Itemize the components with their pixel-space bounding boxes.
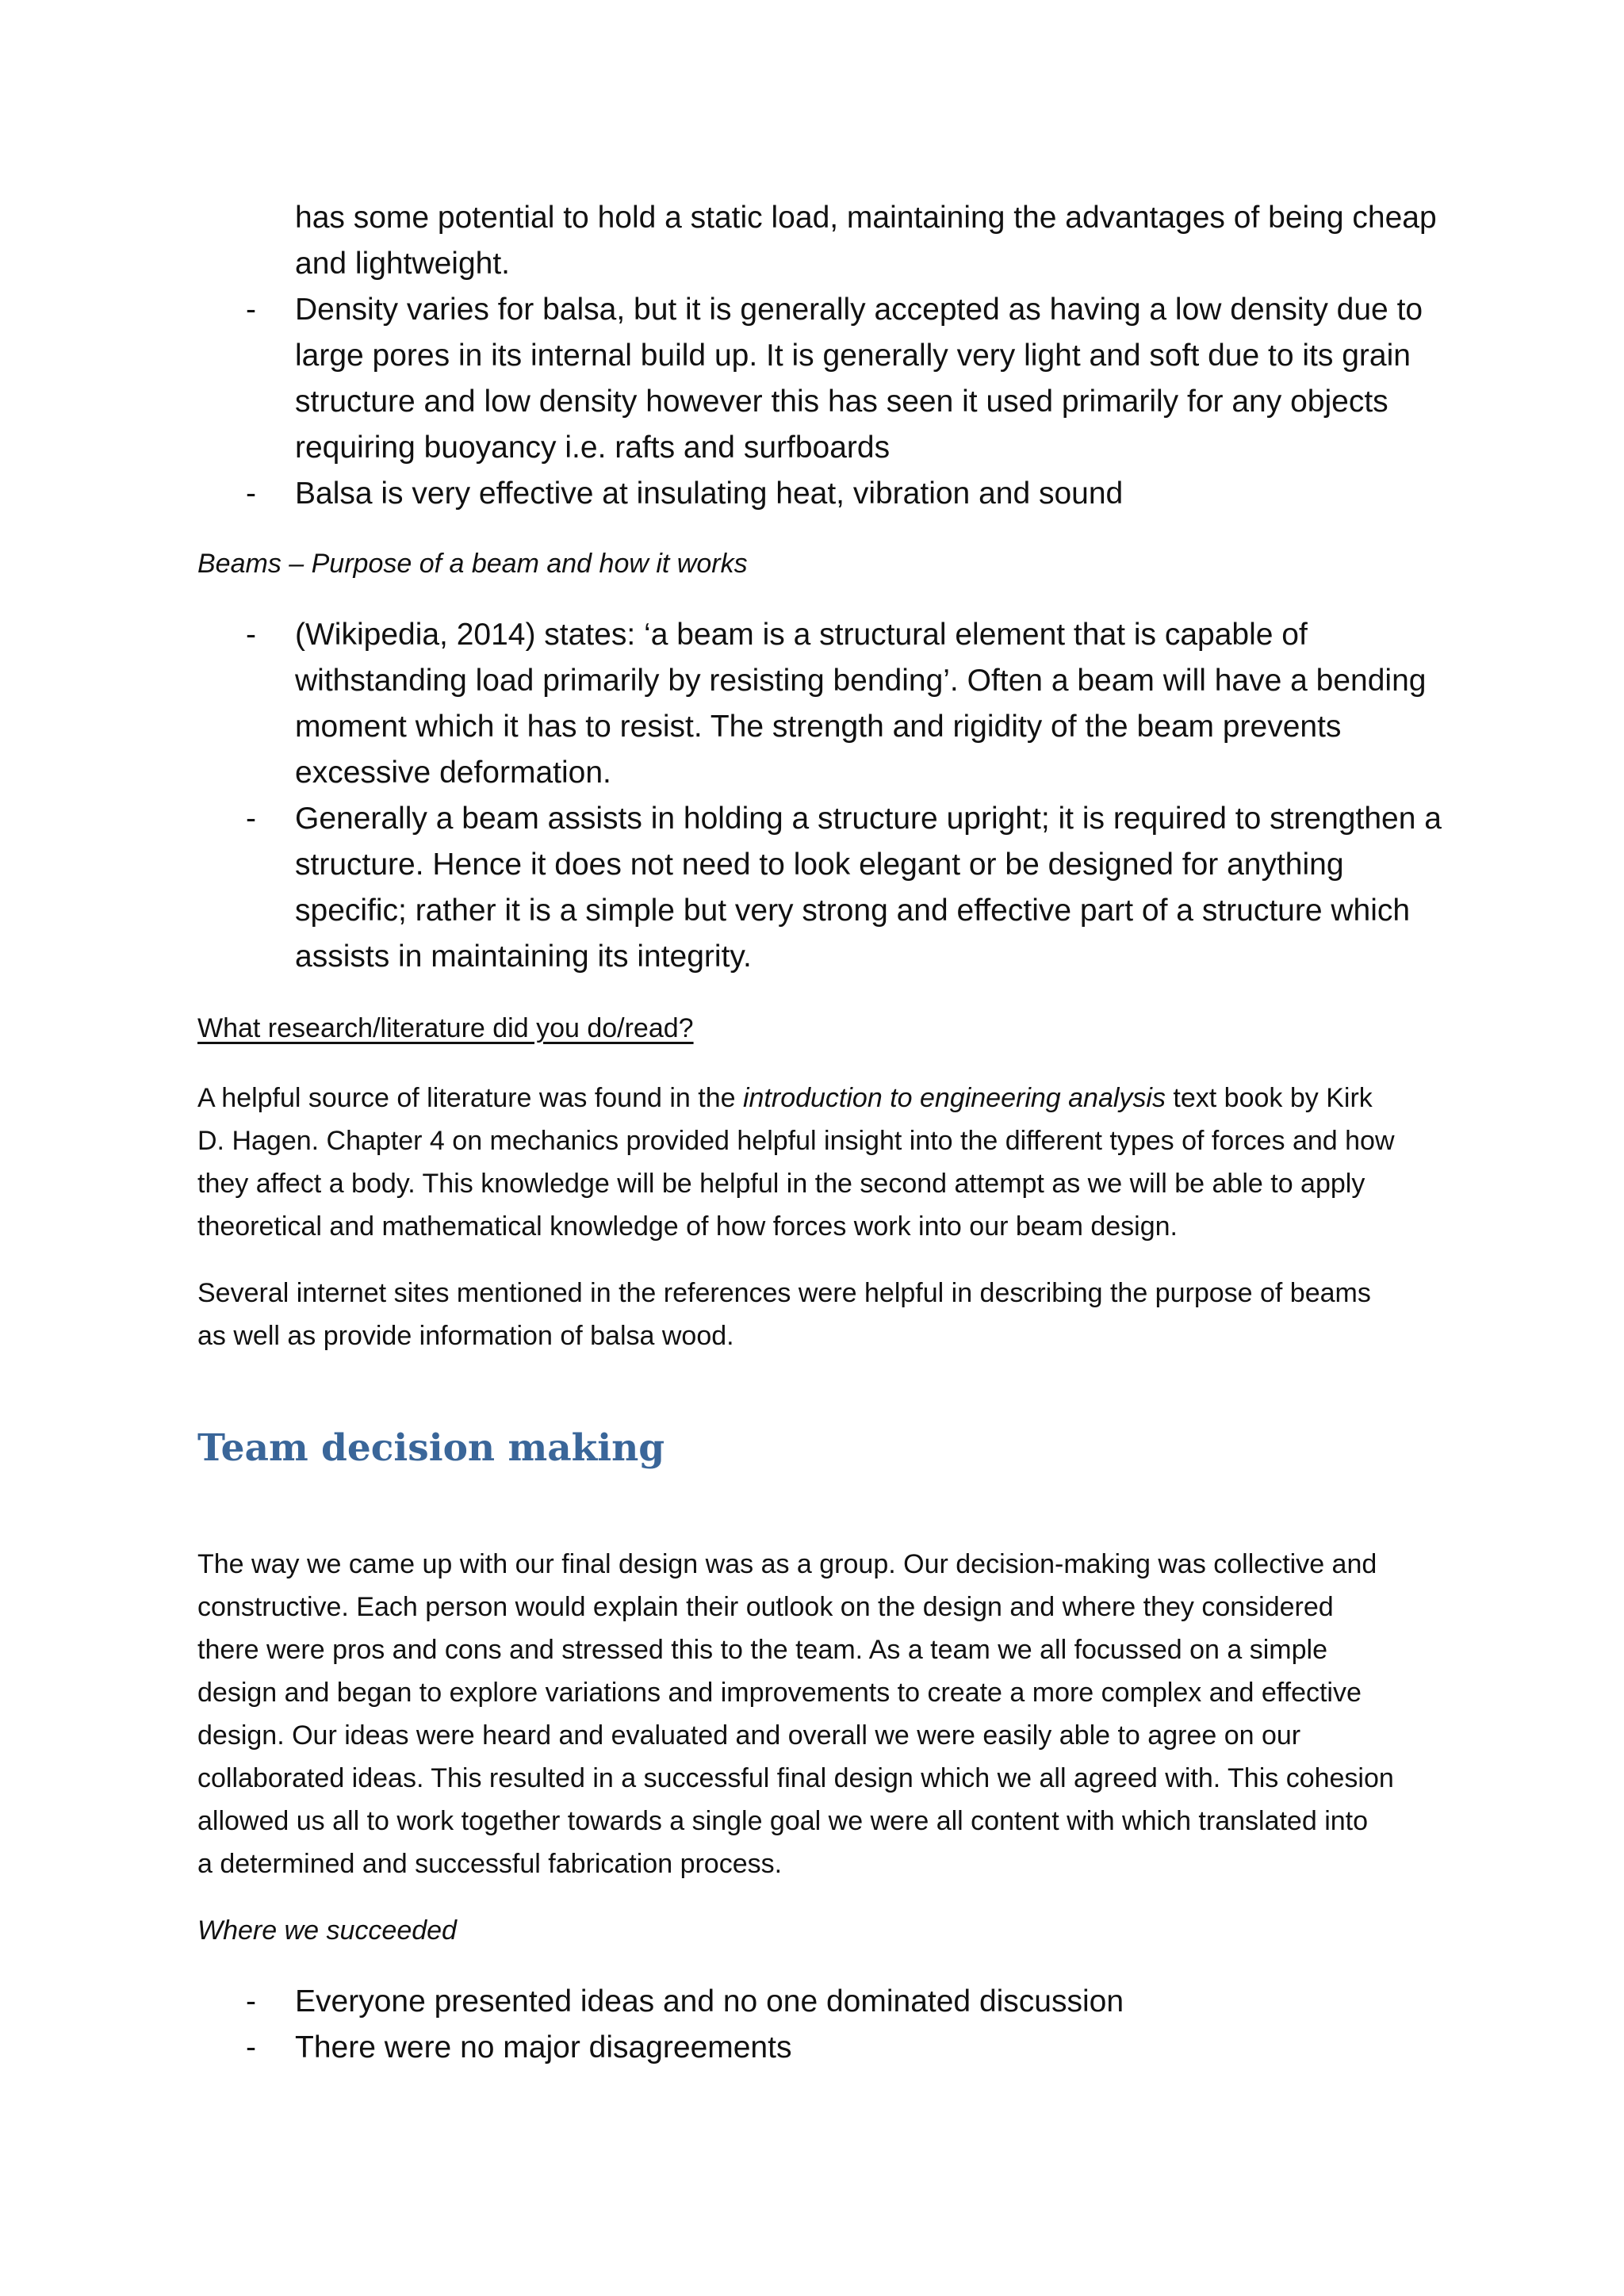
research-question: What research/literature did you do/read? <box>197 1013 694 1043</box>
text-line: they affect a body. This knowledge will be helpful in the second attempt as we will be able to apply <box>197 1169 1365 1199</box>
team-paragraph <box>197 1543 1450 1885</box>
text-line: The way we came up with our final design was as a group. Our decision-making was collective and <box>197 1549 1377 1579</box>
list-item <box>0 287 1624 471</box>
text-line: a determined and successful fabrication process. <box>197 1849 783 1879</box>
text-line <box>197 1077 1450 1119</box>
text-line: Several internet sites mentioned in the references were helpful in describing the purpose of beams <box>197 1278 1371 1308</box>
text-line: specific; rather it is a simple but very strong and effective part of a structure which <box>295 894 1411 928</box>
succeeded-bullet-list <box>0 1979 1624 2071</box>
bullet-dash: - <box>246 802 256 836</box>
research-paragraph-2 <box>197 1272 1450 1357</box>
text-line: large pores in its internal build up. It is generally very light and soft due to its grain <box>295 339 1411 373</box>
text-line: Balsa is very effective at insulating heat, vibration and sound <box>295 476 1124 511</box>
text-line: design and began to explore variations and improvements to create a more complex and effective <box>197 1678 1362 1708</box>
list-item <box>0 471 1624 517</box>
text-line: collaborated ideas. This resulted in a successful final design which we all agreed with. This cohesion <box>197 1763 1394 1793</box>
text-line: requiring buoyancy i.e. rafts and surfboards <box>295 430 891 465</box>
beams-bullet-list <box>0 612 1624 980</box>
text-line: Everyone presented ideas and no one dominated discussion <box>295 1984 1124 2019</box>
text-line: there were pros and cons and stressed this to the team. As a team we all focussed on a simple <box>197 1635 1327 1665</box>
section-heading: Team decision making <box>197 1426 665 1470</box>
list-item <box>0 2025 1624 2071</box>
text-line: as well as provide information of balsa wood. <box>197 1321 734 1351</box>
bullet-dash: - <box>246 293 256 327</box>
text-line: and lightweight. <box>295 247 511 281</box>
book-title: introduction to engineering analysis <box>742 1083 1166 1113</box>
beams-subheading: Beams – Purpose of a beam and how it works <box>197 549 748 579</box>
succeeded-subheading: Where we succeeded <box>197 1915 457 1946</box>
text-line: has some potential to hold a static load, maintaining the advantages of being cheap <box>295 201 1437 235</box>
bullet-dash: - <box>246 618 256 652</box>
text-line: assists in maintaining its integrity. <box>295 939 752 974</box>
text-line: withstanding load primarily by resisting bending’. Often a beam will have a bending <box>295 664 1427 698</box>
text-line: D. Hagen. Chapter 4 on mechanics provided helpful insight into the different types of forces and how <box>197 1126 1395 1156</box>
text-line: structure and low density however this has seen it used primarily for any objects <box>295 385 1388 419</box>
text-line: There were no major disagreements <box>295 2030 792 2064</box>
text-line: constructive. Each person would explain their outlook on the design and where they considered <box>197 1592 1334 1622</box>
text-line: structure. Hence it does not need to look elegant or be designed for anything <box>295 848 1344 882</box>
text-line: moment which it has to resist. The strength and rigidity of the beam prevents <box>295 710 1342 744</box>
list-item <box>0 796 1624 980</box>
text-span: text book by Kirk <box>1165 1083 1373 1113</box>
balsa-bullet-list <box>0 287 1624 517</box>
text-line: (Wikipedia, 2014) states: ‘a beam is a structural element that is capable of <box>295 618 1308 652</box>
list-item <box>0 1979 1624 2025</box>
text-line: design. Our ideas were heard and evaluated and overall we were easily able to agree on our <box>197 1720 1301 1751</box>
list-item <box>0 612 1624 796</box>
text-line: excessive deformation. <box>295 756 611 790</box>
text-line: Density varies for balsa, but it is generally accepted as having a low density due to <box>295 293 1423 327</box>
bullet-dash: - <box>246 2030 256 2064</box>
text-line: theoretical and mathematical knowledge of how forces work into our beam design. <box>197 1211 1178 1242</box>
bullet-dash: - <box>246 476 256 511</box>
text-line: Generally a beam assists in holding a structure upright; it is required to strengthen a <box>295 802 1442 836</box>
text-span: A helpful source of literature was found in the <box>197 1083 743 1113</box>
bullet-dash: - <box>246 1984 256 2019</box>
text-line: allowed us all to work together towards a single goal we were all content with which translated into <box>197 1806 1369 1836</box>
balsa-continuation <box>0 195 1624 287</box>
research-paragraph-1 <box>197 1077 1450 1248</box>
